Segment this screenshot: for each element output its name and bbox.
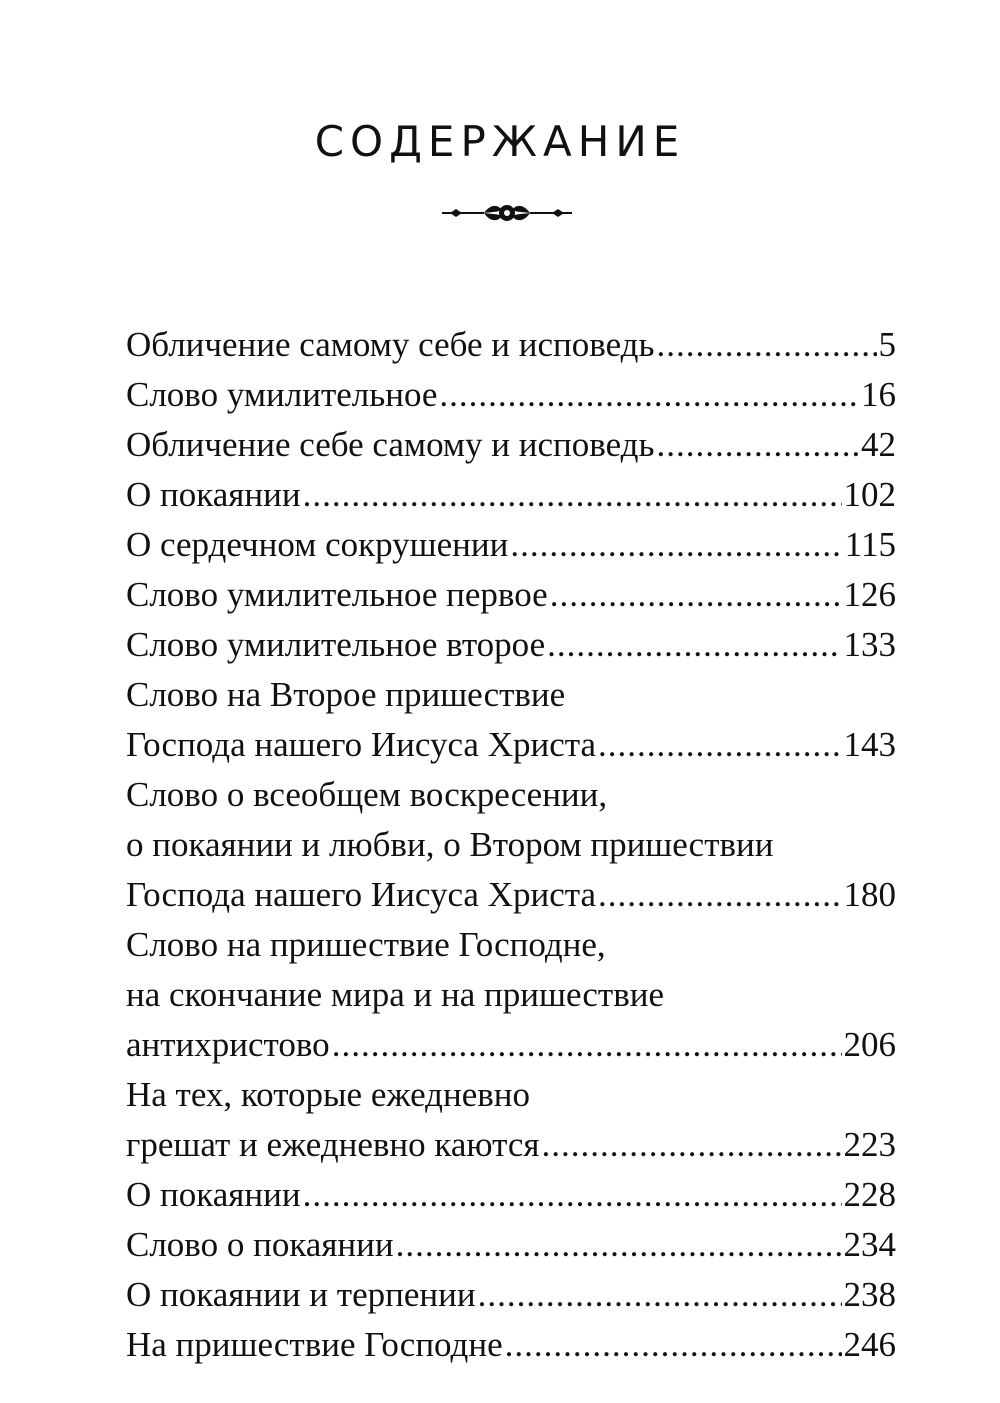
toc-entry-title: Слово умилительное второе (126, 625, 546, 664)
dot-leader (550, 570, 842, 620)
toc-entry-title: О покаянии (126, 1175, 301, 1214)
toc-entry-line (126, 670, 896, 720)
dot-leader (510, 520, 842, 570)
dot-leader (303, 1170, 842, 1220)
toc-entry-last-line (126, 1270, 896, 1320)
toc-entry-title: Господа нашего Иисуса Христа (126, 725, 596, 764)
toc-entry (126, 1170, 896, 1220)
toc-entry-line (126, 770, 896, 820)
toc-entry-last-line (126, 720, 896, 770)
dot-leader (656, 320, 876, 370)
toc-entry (126, 670, 896, 770)
toc-entry-last-line (126, 520, 896, 570)
decorative-flourish-icon (440, 200, 574, 226)
dot-leader (332, 1020, 842, 1070)
dot-leader (547, 620, 841, 670)
toc-page-number: 234 (843, 1225, 896, 1264)
toc-page-number: 180 (843, 875, 896, 914)
toc-entry (126, 470, 896, 520)
toc-page-number: 143 (843, 725, 896, 764)
toc-entry-title: антихристово (126, 1025, 330, 1064)
toc-entry-title: Слово умилительное первое (126, 575, 548, 614)
toc-entry (126, 770, 896, 920)
toc-entry-last-line (126, 1170, 896, 1220)
dot-leader (478, 1270, 842, 1320)
toc-page-number: 42 (861, 425, 896, 464)
toc-page-number: 102 (843, 475, 896, 514)
toc-entry-last-line (126, 1320, 896, 1370)
toc-entry (126, 1270, 896, 1320)
toc-entry (126, 1070, 896, 1170)
toc-entry-title: Слово о покаянии (126, 1225, 394, 1264)
toc-entry-title: Слово на Второе пришествие (126, 675, 566, 714)
toc-entry-last-line (126, 1120, 896, 1170)
toc-entry-last-line (126, 370, 896, 420)
toc-entry (126, 420, 896, 470)
dot-leader (598, 870, 842, 920)
toc-entry-title: Слово умилительное (126, 375, 438, 414)
toc-entry-title: Слово о всеобщем воскресении, (126, 775, 608, 814)
toc-entry-line (126, 1070, 896, 1120)
toc-entry-title: Слово на пришествие Господне, (126, 925, 606, 964)
toc-page-number: 223 (843, 1125, 896, 1164)
toc-entry-line (126, 970, 896, 1020)
toc-page-number: 115 (844, 525, 896, 564)
toc-entry-title: О сердечном сокрушении (126, 525, 509, 564)
toc-page-number: 206 (843, 1025, 896, 1064)
toc-entry-last-line (126, 870, 896, 920)
toc-page-number: 133 (843, 625, 896, 664)
toc-entry-line (126, 820, 896, 870)
toc-entry-title: Господа нашего Иисуса Христа (126, 875, 596, 914)
toc-entry (126, 320, 896, 370)
toc-entry-title: На пришествие Господне (126, 1325, 503, 1364)
toc-entry-title: грешат и ежедневно каются (126, 1125, 540, 1164)
toc-entry (126, 1220, 896, 1270)
dot-leader (303, 470, 842, 520)
toc-entry-last-line (126, 320, 896, 370)
table-of-contents (126, 320, 896, 1370)
toc-entry-title: о покаянии и любви, о Втором пришествии (126, 825, 774, 864)
toc-entry-title: Обличение самому себе и исповедь (126, 325, 655, 364)
toc-page-number: 228 (843, 1175, 896, 1214)
toc-entry-last-line (126, 620, 896, 670)
toc-entry-last-line (126, 470, 896, 520)
toc-page-number: 246 (843, 1325, 896, 1364)
dot-leader (598, 720, 842, 770)
toc-page-number: 238 (843, 1275, 896, 1314)
toc-page-number: 16 (861, 375, 896, 414)
toc-entry (126, 570, 896, 620)
page-title: СОДЕРЖАНИЕ (314, 117, 686, 166)
dot-leader (541, 1120, 841, 1170)
toc-entry-line (126, 920, 896, 970)
toc-entry-last-line (126, 570, 896, 620)
toc-entry (126, 920, 896, 1070)
toc-entry-title: На тех, которые ежедневно (126, 1075, 530, 1114)
toc-page-number: 5 (878, 325, 896, 364)
dot-leader (505, 1320, 842, 1370)
toc-entry (126, 1320, 896, 1370)
toc-page-number: 126 (843, 575, 896, 614)
dot-leader (656, 420, 859, 470)
toc-entry-last-line (126, 1020, 896, 1070)
toc-entry-title: О покаянии и терпении (126, 1275, 476, 1314)
toc-entry (126, 520, 896, 570)
toc-entry (126, 370, 896, 420)
toc-entry-title: О покаянии (126, 475, 301, 514)
toc-entry-last-line (126, 1220, 896, 1270)
dot-leader (396, 1220, 842, 1270)
toc-entry-title: на скончание мира и на пришествие (126, 975, 664, 1014)
toc-entry-last-line (126, 420, 896, 470)
dot-leader (439, 370, 859, 420)
toc-entry (126, 620, 896, 670)
toc-entry-title: Обличение себе самому и исповедь (126, 425, 655, 464)
